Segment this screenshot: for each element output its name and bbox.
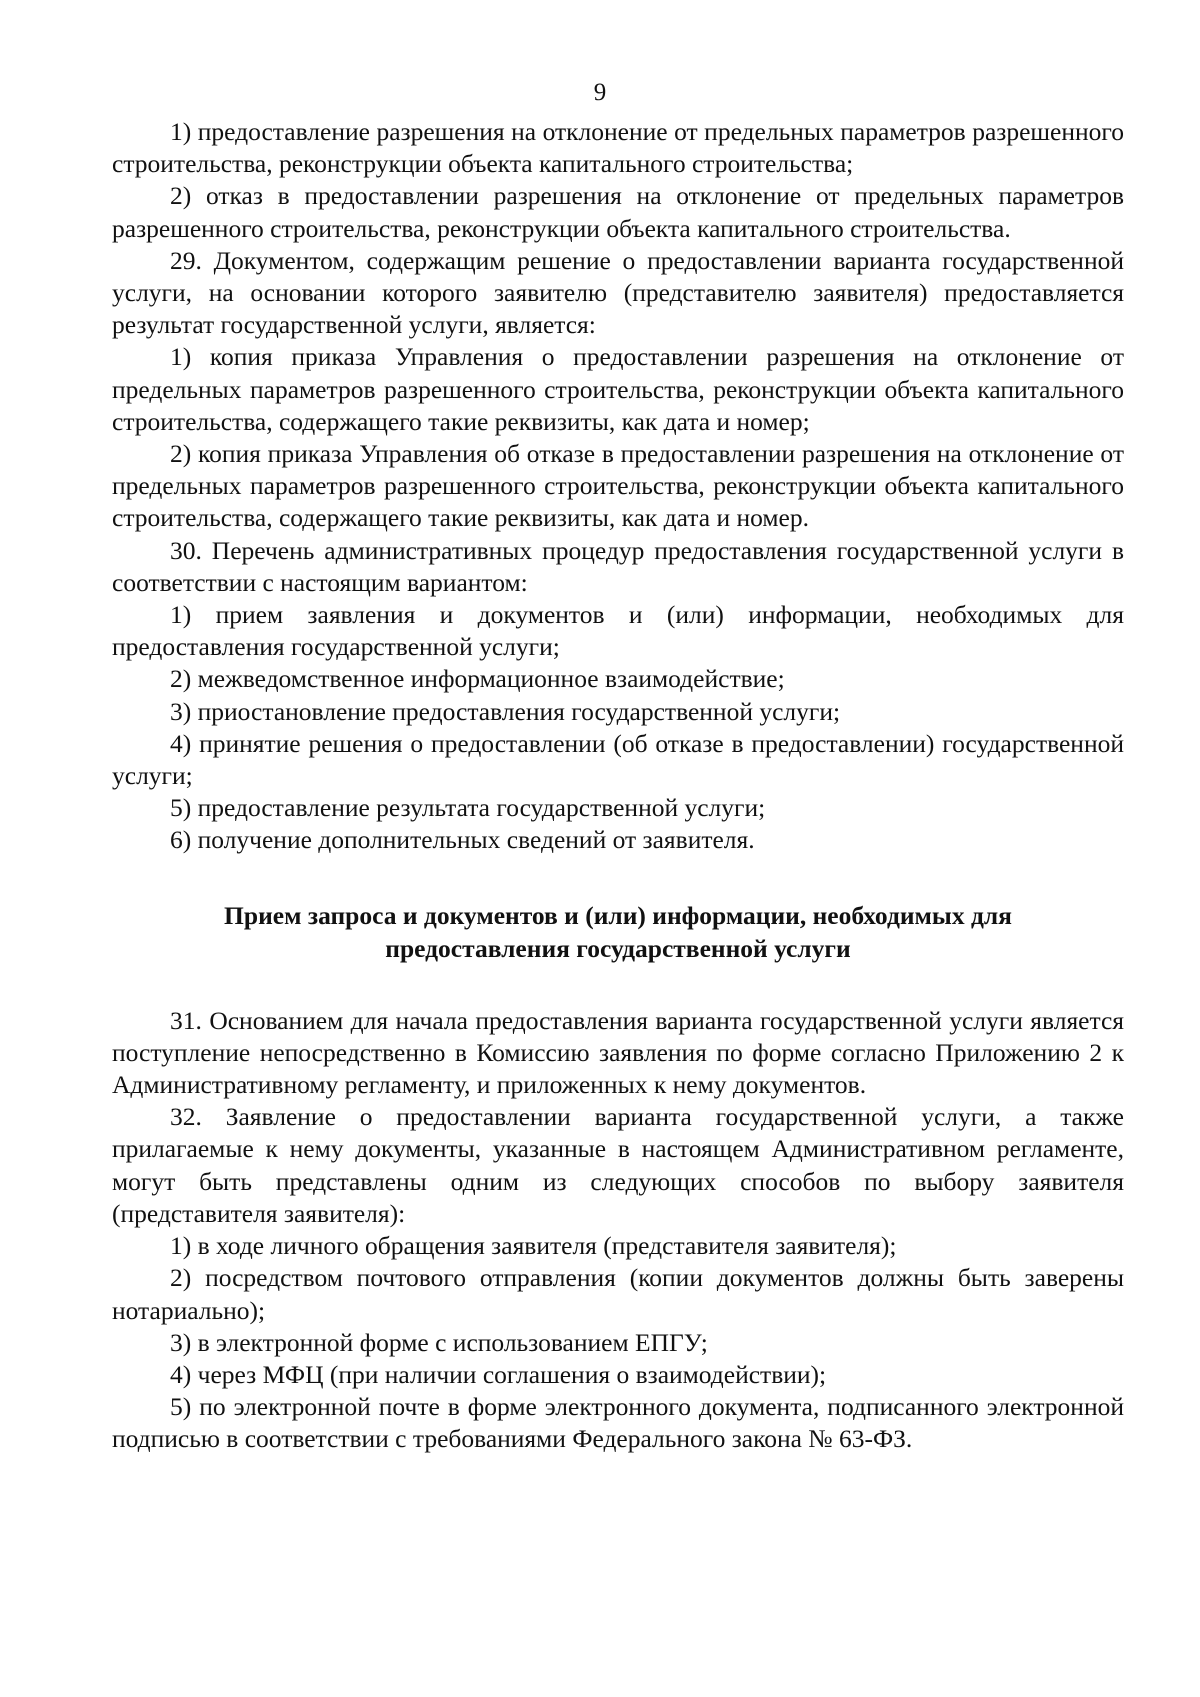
list-item: 1) предоставление разрешения на отклонение от предельных параметров разрешенного строительства, реконструкции объекта капитального строительства; (112, 117, 1124, 179)
list-item: 3) приостановление предоставления государственной услуги; (170, 696, 841, 726)
list-item: 5) по электронной почте в форме электронного документа, подписанного электронной подписью в соответствии с требованиями Федерального закона № 63-ФЗ. (112, 1392, 1124, 1454)
clause-paragraph: 30. Перечень административных процедур предоставления государственной услуги в соответствии с настоящим вариантом: (112, 535, 1124, 597)
page-number: 9 (593, 79, 607, 106)
list-item: 4) через МФЦ (при наличии соглашения о взаимодействии); (170, 1359, 827, 1389)
list-item: 2) копия приказа Управления об отказе в предоставлении разрешения на отклонение от предельных параметров разрешенного строительства, реконструкции объекта капитального строительства, содержащего такие реквизиты, как дата и номер. (112, 439, 1124, 533)
section-heading: Прием запроса и документов и (или) информации, необходимых для предоставления государственной услуги (224, 900, 1012, 963)
clause-paragraph: 32. Заявление о предоставлении варианта государственной услуги, а также прилагаемые к нему документы, указанные в настоящем Административном регламенте, могут быть представлены одним из следующих способов по выбору заявителя (представителя заявителя): (112, 1102, 1124, 1228)
list-item: 4) принятие решения о предоставлении (об отказе в предоставлении) государственной услуги; (112, 728, 1124, 791)
list-item: 2) отказ в предоставлении разрешения на отклонение от предельных параметров разрешенного строительства, реконструкции объекта капитального строительства. (112, 181, 1124, 243)
heading-spacer (112, 965, 1124, 1005)
list-item: 1) прием заявления и документов и (или) информации, необходимых для предоставления государственной услуги; (112, 600, 1124, 662)
list-item: 1) в ходе личного обращения заявителя (представителя заявителя); (170, 1231, 897, 1261)
list-item: 6) получение дополнительных сведений от заявителя. (170, 825, 755, 855)
list-item: 5) предоставление результата государственной услуги; (170, 793, 766, 823)
page-content (112, 116, 1124, 1456)
list-item: 2) межведомственное информационное взаимодействие; (170, 664, 785, 694)
list-item: 1) копия приказа Управления о предоставлении разрешения на отклонение от предельных параметров разрешенного строительства, реконструкции объекта капитального строительства, содержащего такие реквизиты, как дата и номер; (112, 342, 1124, 436)
clause-paragraph: 31. Основанием для начала предоставления варианта государственной услуги является поступление непосредственно в Комиссию заявления по форме согласно Приложению 2 к Административному регламенту, и приложенных к нему документов. (112, 1005, 1124, 1100)
list-item: 3) в электронной форме с использованием ЕПГУ; (170, 1327, 708, 1357)
list-item: 2) посредством почтового отправления (копии документов должны быть заверены нотариально); (112, 1263, 1124, 1325)
clause-paragraph: 29. Документом, содержащим решение о предоставлении варианта государственной услуги, на основании которого заявителю (представителю заявителя) предоставляется результат государственной услуги, является: (112, 245, 1124, 340)
